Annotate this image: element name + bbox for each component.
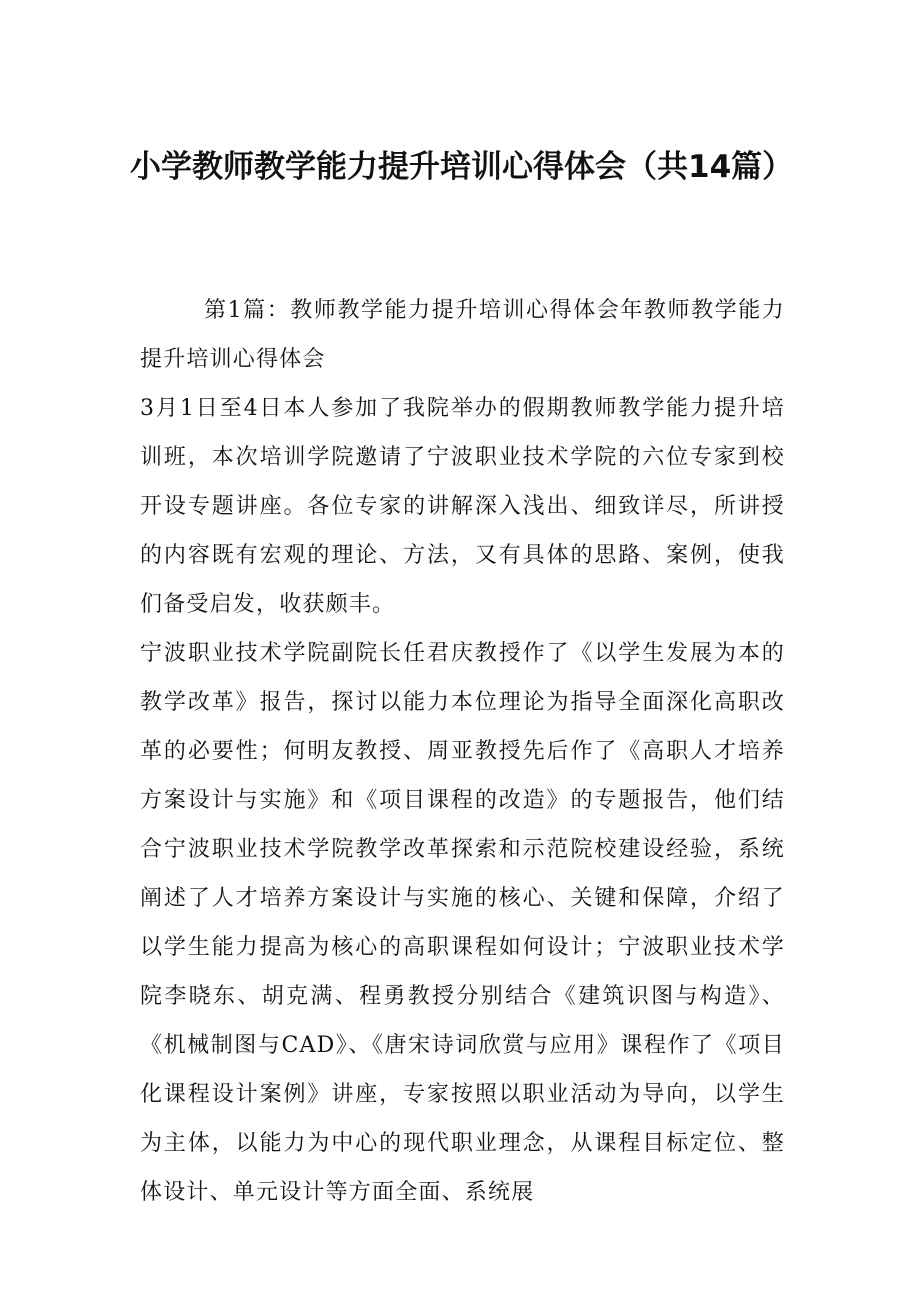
paragraph: 3月1日至4日本人参加了我院举办的假期教师教学能力提升培训班，本次培训学院邀请了宁波职业技术学院的六位专家到校开设专题讲座。各位专家的讲解深入浅出、细致详尽，所讲授的内容既有宏观的理论、方法，又有具体的思路、案例，使我们备受启发，收获颇丰。	[140, 396, 785, 617]
paragraph: 宁波职业技术学院副院长任君庆教授作了《以学生发展为本的教学改革》报告，探讨以能力本位理论为指导全面深化高职改革的必要性；何明友教授、周亚教授先后作了《高职人才培养方案设计与实施》和《项目课程的改造》的专题报告，他们结合宁波职业技术学院教学改革探索和示范院校建设经验，系统阐述了人才培养方案设计与实施的核心、关键和保障，介绍了以学生能力提高为核心的高职课程如何设计；宁波职业技术学院李晓东、胡克满、程勇教授分别结合《建筑识图与构造》、《机械制图与CAD》、《唐宋诗词欣赏与应用》课程作了《项目化课程设计案例》讲座，专家按照以职业活动为导向，以学生为主体，以能力为中心的现代职业理念，从课程目标定位、整体设计、单元设计等方面全面、系统展	[140, 641, 785, 1205]
document-title: 小学教师教学能力提升培训心得体会（共14篇）	[130, 149, 794, 185]
document-body	[140, 286, 785, 1217]
paragraph-heading: 第1篇：教师教学能力提升培训心得体会年教师教学能力提升培训心得体会	[140, 298, 785, 372]
